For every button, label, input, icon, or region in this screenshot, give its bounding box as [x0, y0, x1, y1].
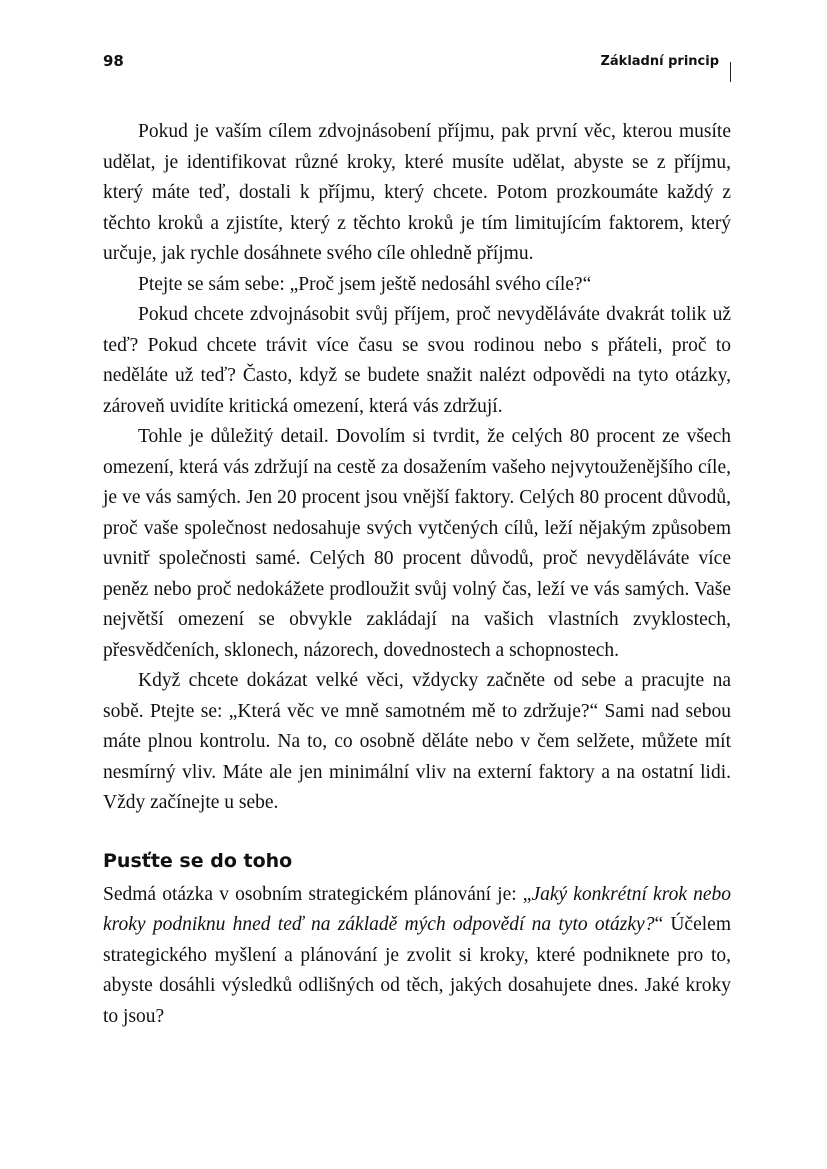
section-heading: Pusťte se do toho [103, 849, 293, 872]
paragraph: Ptejte se sám sebe: „Proč jsem ještě nedosáhl svého cíle?“ [138, 273, 592, 295]
section-paragraph-rest: “ Účelem strategického myšlení a plánování je zvolit si kroky, které podniknete pro to, abyste dosáhli výsledků odlišných od těch, jakých dosahujete dnes. Jaké kroky to jsou? [103, 914, 731, 1027]
page-number: 98 [103, 52, 124, 70]
section-paragraph-lead: Sedmá otázka v osobním strategickém plánování je: „ [103, 883, 532, 905]
paragraph: Pokud je vaším cílem zdvojnásobení příjmu, pak první věc, kterou musíte udělat, je identifikovat různé kroky, které musíte udělat, abyste se z příjmu, který máte teď, dostali k příjmu, který chcete. Potom prozkoumáte každý z těchto kroků a zjistíte, který z těchto kroků je tím limitujícím faktorem, který určuje, jak rychle dosáhnete svého cíle ohledně příjmu. [103, 121, 731, 264]
paragraph: Když chcete dokázat velké věci, vždycky začněte od sebe a pracujte na sobě. Ptejte se: „Která věc ve mně samotném mě to zdržuje?“ Sami nad sebou máte plnou kontrolu. Na to, co osobně děláte nebo v čem selžete, můžete mít nesmírný vliv. Máte ale jen minimální vliv na externí faktory a na ostatní lidi. Vždy začínejte u sebe. [103, 670, 731, 813]
paragraph: Pokud chcete zdvojnásobit svůj příjem, proč nevyděláváte dvakrát tolik už teď? Pokud chcete trávit více času se svou rodinou nebo s přáteli, proč to neděláte už teď? Často, když se budete snažit nalézt odpovědi na tyto otázky, zároveň uvidíte kritická omezení, která vás zdržují. [103, 304, 731, 417]
running-section-title: Základní princip [600, 54, 719, 69]
paragraph: Tohle je důležitý detail. Dovolím si tvrdit, že celých 80 procent ze všech omezení, která vás zdržují na cestě za dosažením vašeho nejvytouženějšího cíle, je ve vás samých. Jen 20 procent jsou vnější faktory. Celých 80 procent důvodů, proč vaše společnost nedosahuje svých vytčených cílů, leží nějakým způsobem uvnitř společnosti samé. Celých 80 procent důvodů, proč nevyděláváte více peněz nebo proč nedokážete prodloužit svůj volný čas, leží ve vás samých. Vaše největší omezení se obvykle zakládají na vašich vlastních zvyklostech, přesvědčeních, sklonech, názorech, dovednostech a schopnostech. [103, 426, 731, 661]
running-header [103, 50, 731, 80]
body-text [103, 117, 731, 1032]
section-question-italic: Jaký konkrétní krok nebo kroky podniknu hned teď na základě mých odpovědí na tyto otázky? [103, 883, 732, 935]
header-rule [730, 62, 731, 82]
section-paragraph [103, 880, 731, 1033]
